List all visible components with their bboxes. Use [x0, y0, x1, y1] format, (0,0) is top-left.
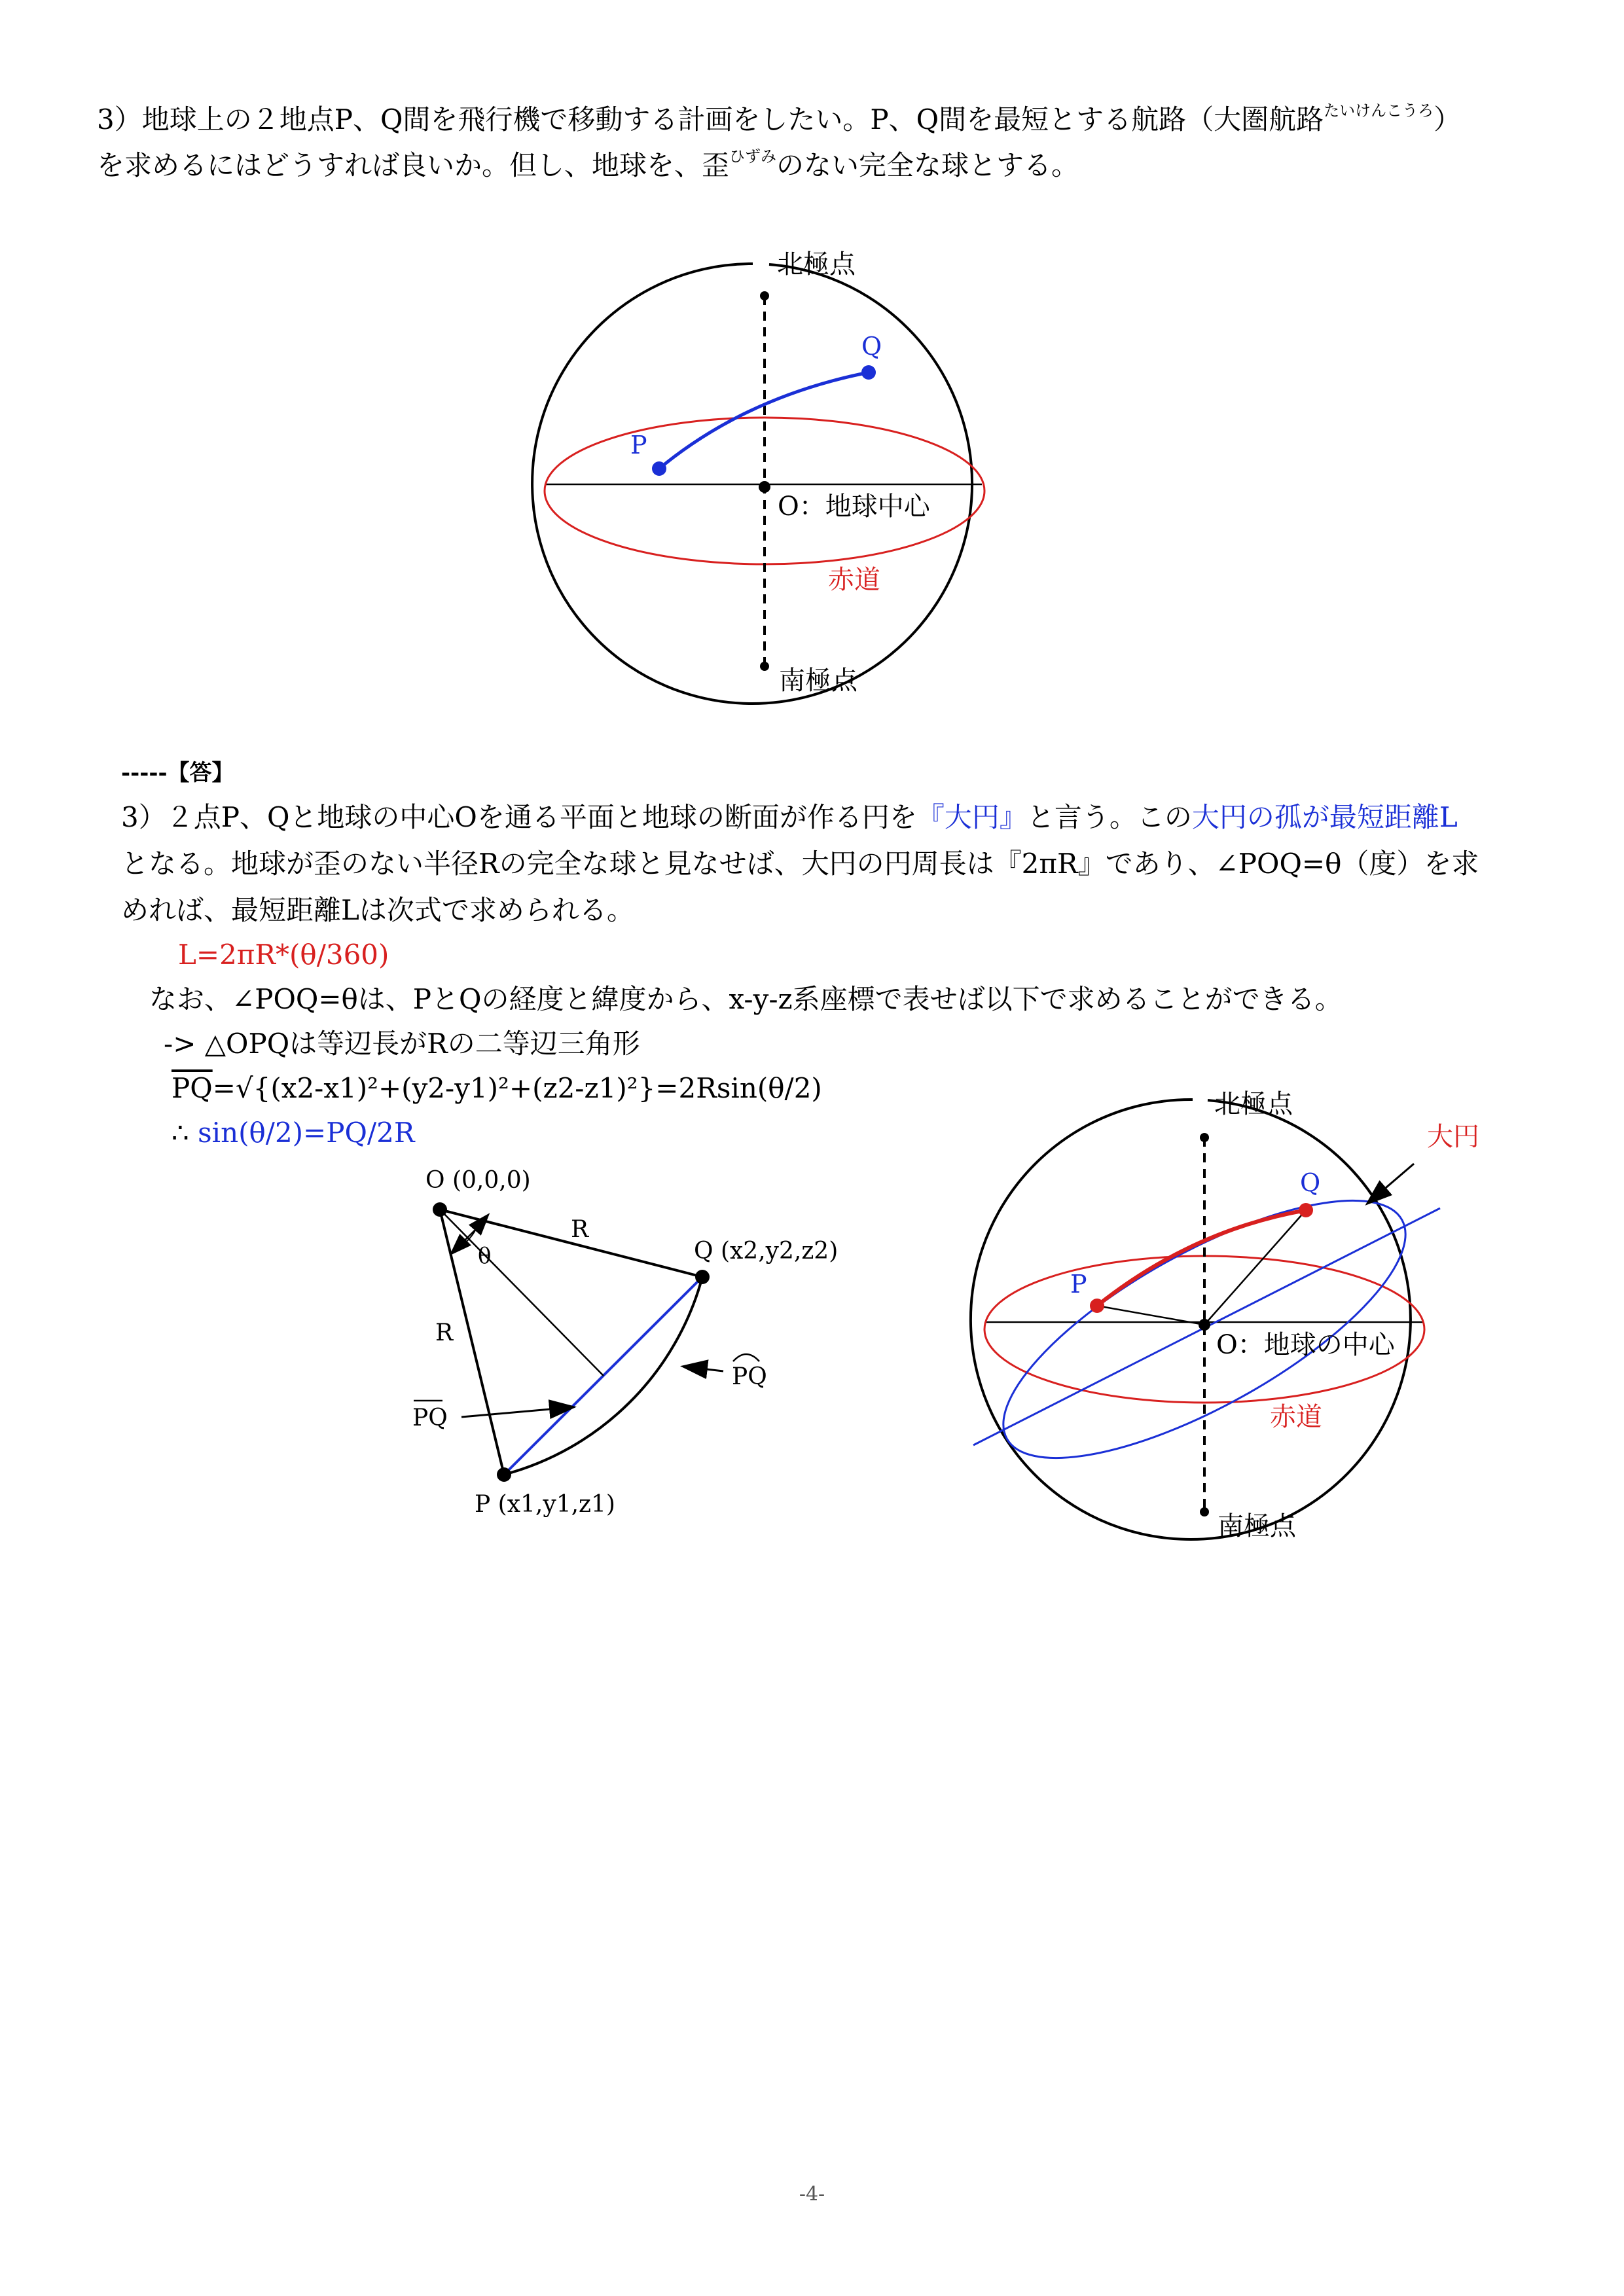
theta-label: θ: [478, 1243, 492, 1269]
vertex-o-dot: [433, 1202, 447, 1217]
south-pole-label-2: 南極点: [1218, 1511, 1296, 1541]
vertex-p-dot: [497, 1467, 511, 1482]
south-pole-dot: [760, 662, 769, 671]
center-label-2: O：地球の中心: [1216, 1330, 1395, 1360]
answer-line-4: なお、∠POQ=θは、PとQの経度と緯度から、x-y-z系座標で表せば以下で求めることができる。: [149, 983, 1343, 1015]
center-dot-2: [1199, 1319, 1210, 1331]
sphere-outline-2: [971, 1100, 1411, 1539]
question-line-2: を求めるにはどうすれば良いか。但し、地球を、歪$^{ひずみ}$のない完全な球とする。: [97, 147, 1079, 181]
point-p-dot: [652, 461, 666, 476]
radius-top-label: R: [571, 1216, 589, 1243]
north-pole-dot: [760, 291, 769, 300]
answer-line-3: めれば、最短距離Lは次式で求められる。: [121, 894, 634, 926]
question-line-1: 3）地球上の２地点P、Q間を飛行機で移動する計画をしたい。P、Q間を最短とする航路（大圏航路$^{たいけんこうろ}$）: [97, 101, 1462, 135]
point-q-dot: [861, 365, 876, 380]
answer-line-5: -> △OPQは等辺長がRの二等辺三角形: [164, 1028, 640, 1060]
great-circle-arrow: [1368, 1164, 1414, 1203]
answer-line-1: 3）２点P、Qと地球の中心Oを通る平面と地球の断面が作る円を『大円』と言う。この大円の孤が最短距離L: [121, 801, 1458, 833]
formula-sine: ∴ sin(θ/2)=PQ/2R: [171, 1117, 415, 1149]
formula-length: L=2πR*(θ/360): [178, 939, 389, 971]
figure-isosceles-triangle: [393, 1152, 929, 1532]
vertex-o-label: O (0,0,0): [425, 1167, 531, 1194]
center-label: O：地球中心: [778, 492, 930, 522]
arc-arrow: [684, 1367, 723, 1371]
vertex-q-dot: [695, 1270, 710, 1284]
north-pole-dot-2: [1200, 1133, 1209, 1142]
radius-left-label: R: [435, 1319, 454, 1346]
point-q-label-2: Q: [1300, 1168, 1321, 1197]
vertex-p-label: P (x1,y1,z1): [475, 1491, 615, 1518]
figure-earth-sphere: [511, 242, 1008, 713]
radius-oq: [1204, 1210, 1306, 1325]
figure-great-circle: [956, 1073, 1479, 1571]
center-dot: [759, 481, 770, 493]
arc-label: PQ: [732, 1363, 767, 1390]
point-q-dot-2: [1299, 1203, 1313, 1217]
point-p-label: P: [630, 431, 647, 459]
equator-label-2: 赤道: [1270, 1402, 1322, 1432]
arc-label-cap: [733, 1354, 759, 1361]
point-p-dot-2: [1090, 1299, 1104, 1313]
equator-label: 赤道: [828, 565, 880, 595]
answer-header: -----【答】: [121, 760, 234, 786]
great-circle-label: 大円: [1427, 1122, 1479, 1152]
chord-label: PQ: [412, 1405, 448, 1431]
formula-chord: $\overline{PQ}=√\{(x2-x1)^2+(y2-y1)^2+(z2-z1)^2\}=2Rsin(\theta/2)$: [171, 1072, 822, 1104]
north-pole-label-2: 北極点: [1214, 1089, 1293, 1119]
answer-line-2: となる。地球が歪のない半径Rの完全な球と見なせば、大円の円周長は『2πR』であり、∠POQ=θ（度）を求: [121, 848, 1479, 880]
south-pole-dot-2: [1200, 1507, 1209, 1516]
chord-arrow: [461, 1407, 573, 1417]
south-pole-label: 南極点: [779, 666, 857, 696]
point-q-label: Q: [861, 332, 882, 361]
vertex-q-label: Q (x2,y2,z2): [694, 1238, 839, 1265]
point-p-label-2: P: [1070, 1270, 1087, 1299]
page-number: -4-: [799, 2183, 825, 2206]
north-pole-label: 北極点: [777, 249, 856, 279]
